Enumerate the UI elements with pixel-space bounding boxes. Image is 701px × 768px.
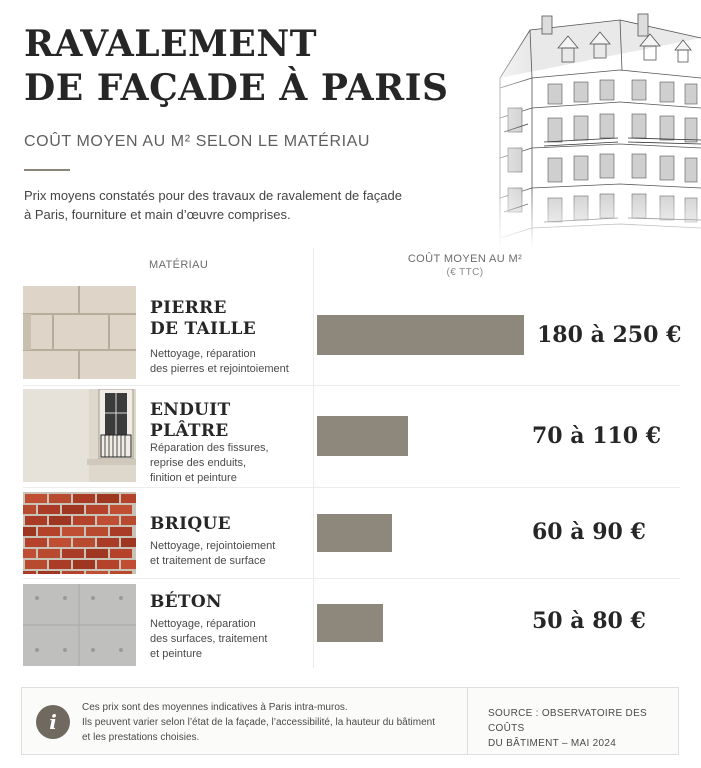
row-divider <box>23 385 680 386</box>
intro-line: à Paris, fourniture et main d’œuvre comprises. <box>24 207 291 222</box>
description-line: finition et peinture <box>150 472 237 484</box>
cost-bar <box>317 315 524 355</box>
material-name <box>150 400 230 442</box>
price-label: 70 à 110 € <box>532 423 662 449</box>
title-divider <box>24 169 70 171</box>
page-title <box>24 22 464 110</box>
material-name-line: BÉTON <box>150 592 222 612</box>
footer-note-box <box>21 687 679 755</box>
material-name-line: BRIQUE <box>150 514 231 534</box>
note-line: et les prestations choisies. <box>82 732 200 743</box>
material-description <box>150 441 320 486</box>
description-line: Nettoyage, réparation <box>150 618 256 630</box>
description-line: et traitement de surface <box>150 555 266 567</box>
description-line: des surfaces, traitement <box>150 633 268 645</box>
source-line: DU BÂTIMENT – MAI 2024 <box>488 738 617 749</box>
brick-texture-image <box>23 492 136 574</box>
concrete-texture-image <box>23 584 136 666</box>
info-icon: i <box>36 705 70 739</box>
description-line: des pierres et rejointoiement <box>150 363 289 375</box>
description-line: reprise des enduits, <box>150 457 246 469</box>
note-line: Ils peuvent varier selon l’état de la façade, l’accessibilité, la hauteur du bâtiment <box>82 717 435 728</box>
material-description <box>150 539 320 569</box>
description-line: Nettoyage, réparation <box>150 348 256 360</box>
cost-bar <box>317 416 408 456</box>
material-name <box>150 298 256 340</box>
material-row-beton <box>23 584 680 666</box>
source-line: SOURCE : OBSERVATOIRE DES COÛTS <box>488 708 648 734</box>
material-row-enduit <box>23 389 680 482</box>
column-header-material: MATÉRIAU <box>149 259 209 271</box>
footer-note <box>82 700 462 745</box>
price-label: 180 à 250 € <box>537 322 682 348</box>
material-name-line: DE TAILLE <box>150 319 257 339</box>
cost-header-label: COÛT MOYEN AU M² <box>407 253 523 265</box>
column-header-cost <box>380 252 550 280</box>
material-name <box>150 514 231 535</box>
footer-divider <box>467 688 468 754</box>
description-line: Nettoyage, rejointoiement <box>150 540 276 552</box>
cost-header-unit: (€ TTC) <box>446 267 484 278</box>
note-line: Ces prix sont des moyennes indicatives à Paris intra-muros. <box>82 702 348 713</box>
intro-line: Prix moyens constatés pour des travaux de ravalement de façade <box>24 188 402 203</box>
row-divider <box>23 487 680 488</box>
title-line: RAVALEMENT <box>24 23 318 65</box>
price-label: 50 à 80 € <box>532 608 646 634</box>
material-description <box>150 617 320 662</box>
cost-bar <box>317 514 392 552</box>
row-divider <box>23 578 680 579</box>
material-name-line: PLÂTRE <box>150 421 229 441</box>
stone-texture-image <box>23 286 136 379</box>
price-label: 60 à 90 € <box>532 519 646 545</box>
material-row-brique <box>23 492 680 574</box>
material-row-pierre <box>23 286 680 380</box>
material-name-line: ENDUIT <box>150 400 231 420</box>
source-citation <box>488 706 668 751</box>
material-name <box>150 592 222 613</box>
cost-bar <box>317 604 383 642</box>
title-line: DE FAÇADE À PARIS <box>24 67 449 109</box>
plaster-texture-image <box>23 389 136 482</box>
material-description <box>150 347 320 377</box>
description-line: Réparation des fissures, <box>150 442 269 454</box>
intro-text <box>24 186 404 224</box>
description-line: et peinture <box>150 648 202 660</box>
page-subtitle: COÛT MOYEN AU M² SELON LE MATÉRIAU <box>24 133 371 150</box>
building-illustration <box>470 8 701 248</box>
material-name-line: PIERRE <box>150 298 227 318</box>
